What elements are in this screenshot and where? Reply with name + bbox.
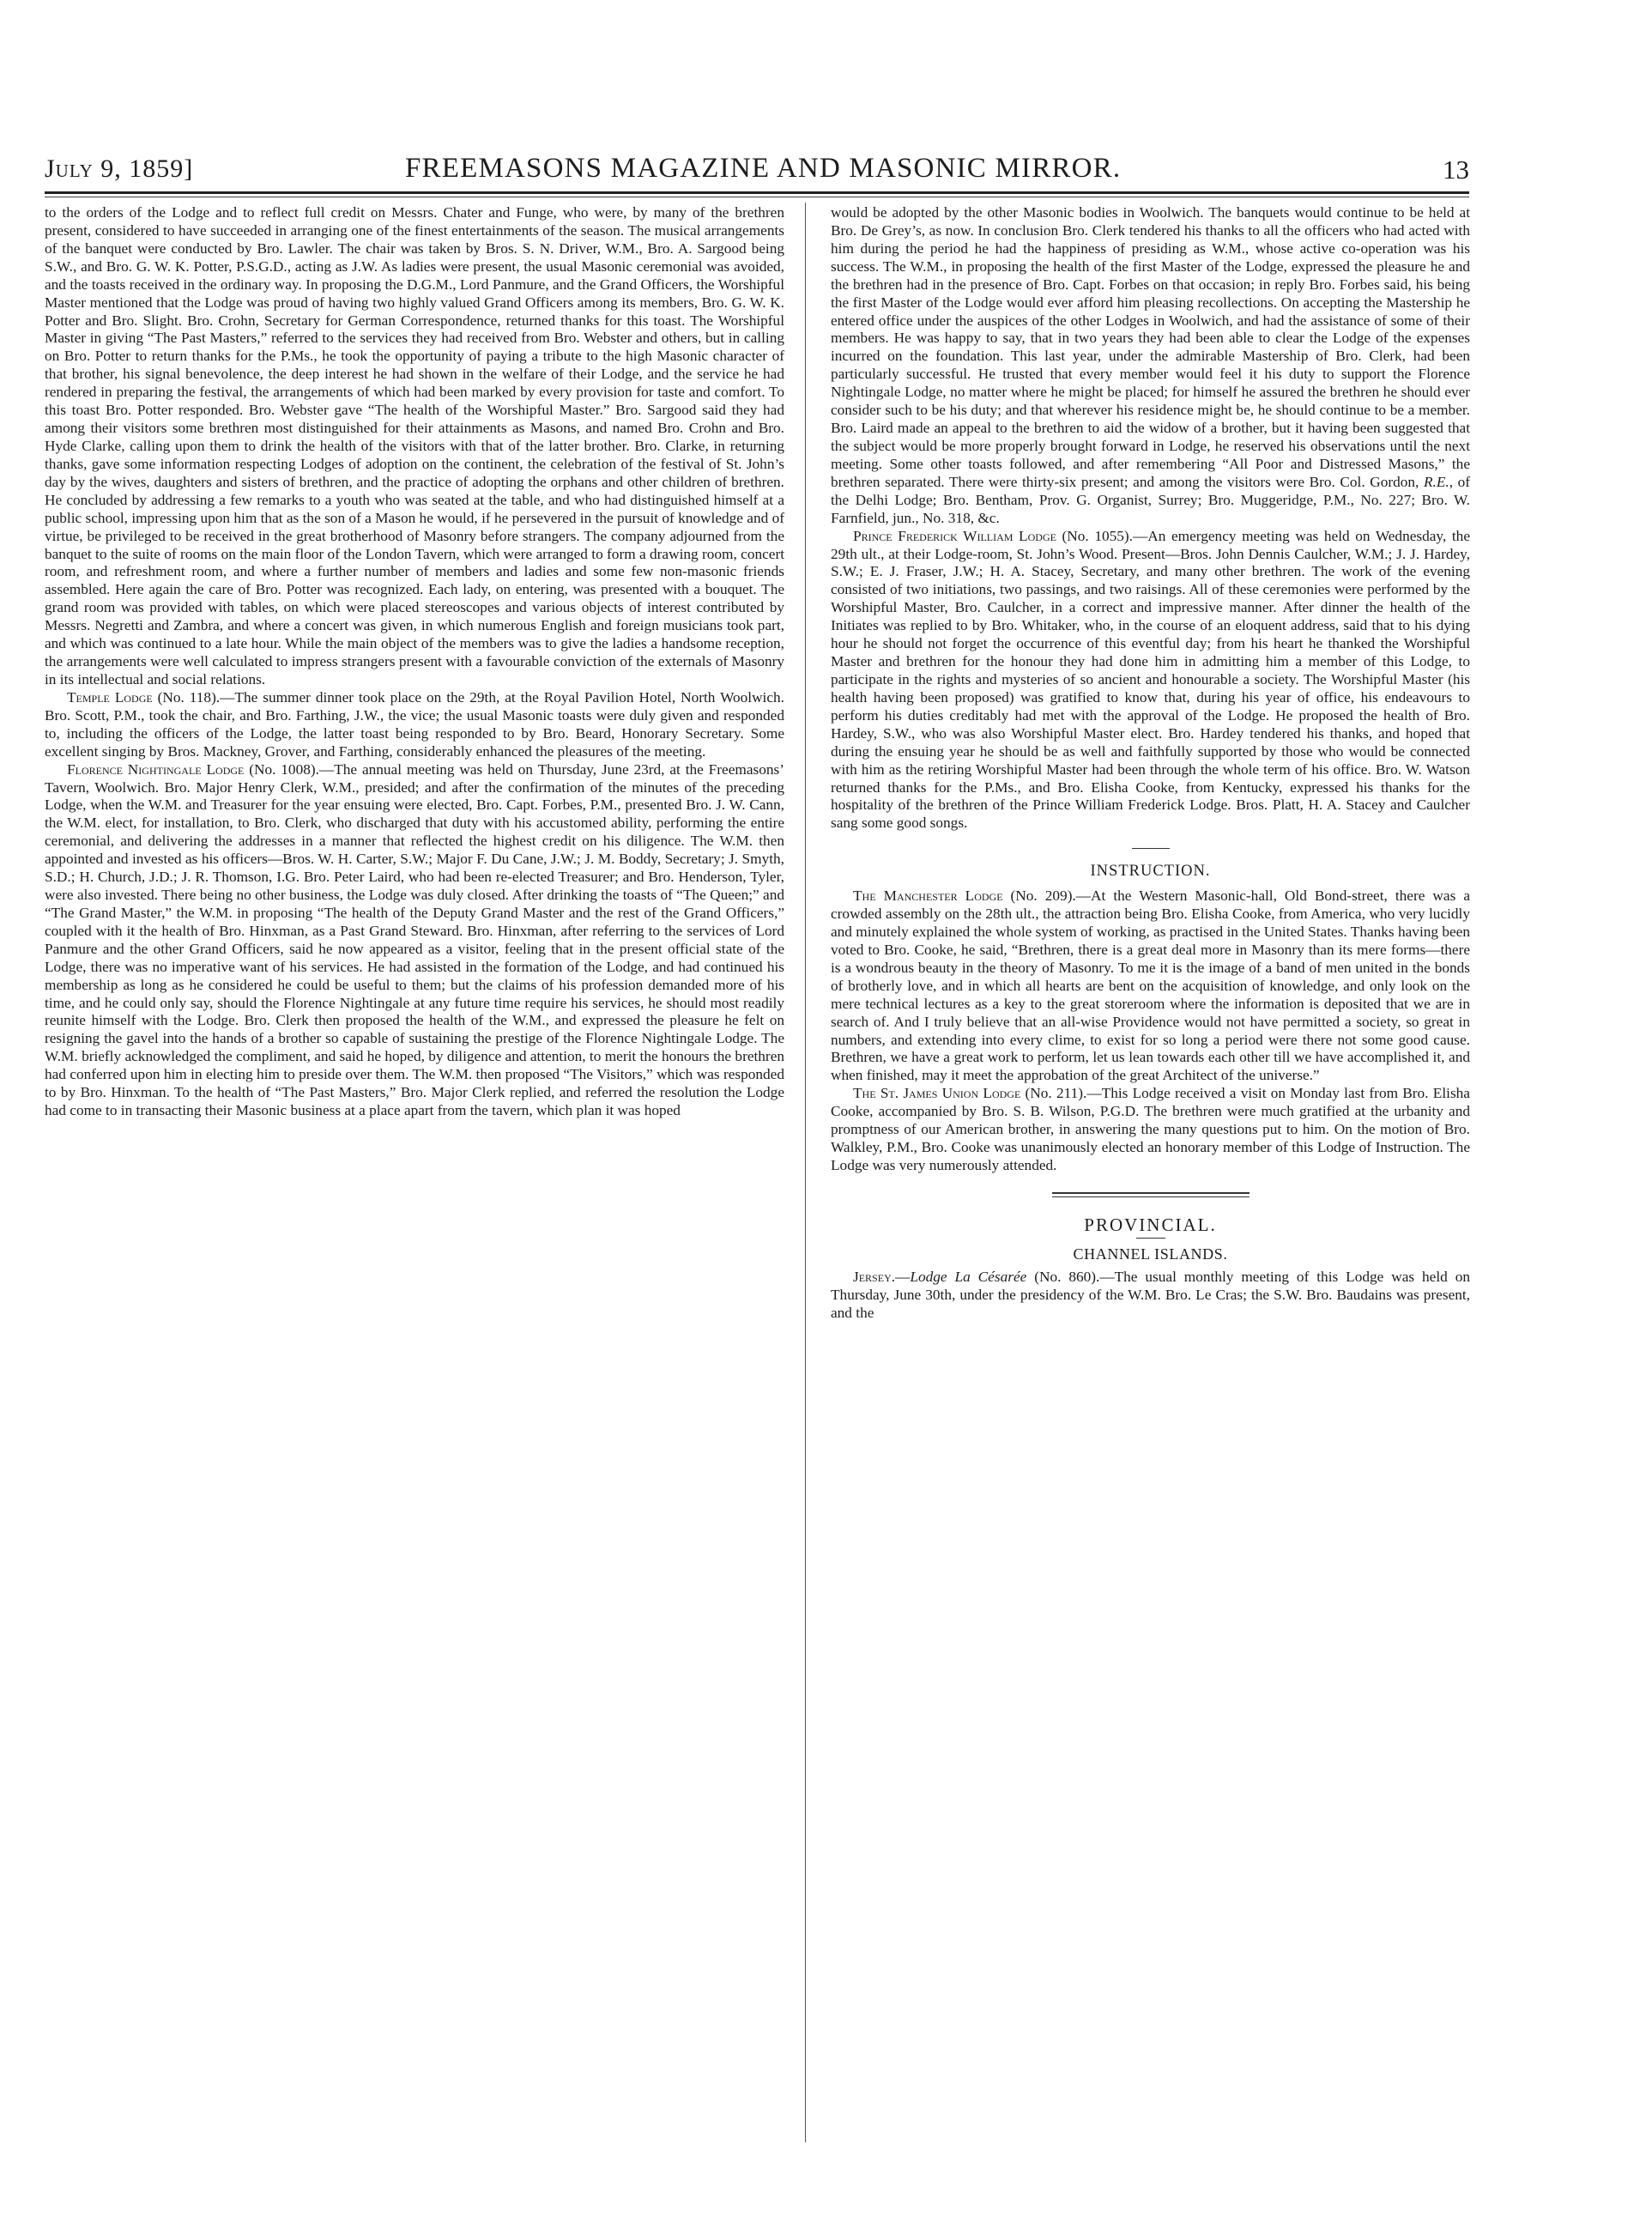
paragraph-woolwich-continued xyxy=(831,204,1470,528)
issue-date-month: July xyxy=(45,154,94,183)
paragraph-florence-nightingale-lodge xyxy=(45,761,784,1120)
subsection-separator xyxy=(1136,1238,1165,1239)
paragraph-jersey xyxy=(831,1269,1470,1323)
lodge-name-temple: Temple Lodge xyxy=(67,688,153,706)
section-heading-provincial: PROVINCIAL. xyxy=(1084,1214,1217,1235)
header-rule-thick xyxy=(45,191,1469,194)
paragraph-banquet-continued: to the orders of the Lodge and to reflect full credit on Messrs. Chater and Funge, who were, by many of the brethren present, considered to have succeeded in arranging one of the finest entertainments of the season. The musical arrangements of the banquet were conducted by Bro. Lawler. The chair was taken by Bros. S. N. Driver, W.M., Bro. A. Sargood being S.W., and Bro. G. W. K. Potter, P.S.G.D., acting as J.W. As ladies were present, the usual Masonic ceremonial was avoided, and the toasts received in the ordinary way. In proposing the D.G.M., Lord Panmure, and the Grand Officers, the Worshipful Master mentioned that the Lodge was proud of having two highly valued Grand Officers among its members, Bro. G. W. K. Potter and Bro. Slight. Bro. Crohn, Secretary for German Correspondence, returned thanks for this toast. The Worshipful Master in giving “The Past Masters,” referred to the services they had received from Bro. Webster and others, but in calling on Bro. Potter to return thanks for the P.Ms., he took the opportunity of paying a tribute to the high Masonic character of that brother, his signal benevolence, the deep interest he had shown in the welfare of their Lodge, and the service he had rendered in preparing the festival, the arrangements of which had been marked by every provision for taste and comfort. To this toast Bro. Potter responded. Bro. Webster gave “The health of the Worshipful Master.” Bro. Sargood said they had among their visitors some brethren most distinguished for their attainments as Masons, and named Bro. Crohn and Bro. Hyde Clarke, calling upon them to drink the health of the visitors with that of the latter brother. Bro. Clarke, in returning thanks, gave some information respecting Lodges of adoption on the continent, the celebration of the festival of St. John’s day by the wives, daughters and sisters of brethren, and the practice of adopting the orphans and other children of brethren. He concluded by addressing a few remarks to a youth who was seated at the table, and who had distinguished himself at a public school, impressing upon him that as the son of a Mason he would, if he persevered in the pursuit of knowledge and of virtue, be privileged to be received in the great brotherhood of Masonry before strangers. The company adjourned from the banquet to the suite of rooms on the main floor of the London Tavern, which were arranged to form a drawing room, concert room, and refreshment room, and where a further number of members and ladies and some few non-masonic friends assembled. Here again the care of Bro. Potter was recognized. Each lady, on entering, was presented with a bouquet. The grand room was provided with tables, on which were placed stereoscopes and various objects of interest contributed by Messrs. Negretti and Zambra, and where a concert was given, in which numerous English and foreign musicians took part, and which was continued to a late hour. While the main object of the members was to give the ladies a handsome reception, the arrangements were well calculated to impress strangers present with a favourable conviction of the externals of Masonry in its intellectual and social relations. xyxy=(45,204,784,688)
paragraph-jersey-text: (No. 860).—The usual monthly meeting of this Lodge was held on Thursday, June 30th, under the presidency of the W.M. Bro. Le Cras; the S.W. Bro. Baudains was present, and the xyxy=(831,1268,1470,1321)
paragraph-temple-lodge xyxy=(45,689,784,761)
issue-date-rest: 9, 1859 xyxy=(100,154,185,183)
paragraph-st-james-union-text: (No. 211).—This Lodge received a visit on Monday last from Bro. Elisha Cooke, accompanied by Bro. S. B. Wilson, P.G.D. The brethren were much gratified at the urbanity and promptness of our American brother, in answering the many questions put to him. On the motion of Bro. Walkley, P.M., Bro. Cooke was unanimously elected an honorary member of this Lodge of Instruction. The Lodge was very numerously attended. xyxy=(831,1085,1470,1174)
lodge-name-prince-frederick-william: Prince Frederick William Lodge xyxy=(853,527,1056,544)
lodge-name-florence-nightingale: Florence Nightingale Lodge xyxy=(67,760,245,778)
paragraph-temple-lodge-text: (No. 118).—The summer dinner took place on the 29th, at the Royal Pavilion Hotel, North Woolwich. Bro. Scott, P.M., took the chair, and Bro. Farthing, J.W., the vice; the usual Masonic toasts were duly given and responded to, including the officers of the Lodge, the latter toast being responded to by Bro. Beard, Honorary Secretary. Some excellent singing by Bros. Mackney, Grover, and Farthing, considerably enhanced the pleasures of the meeting. xyxy=(45,688,784,760)
rank-abbreviation: R.E. xyxy=(1423,473,1449,490)
paragraph-woolwich-text: would be adopted by the other Masonic bodies in Woolwich. The banquets would continue to be held at Bro. De Grey’s, as now. In conclusion Bro. Clerk tendered his thanks to all the officers who had acted with him during the period he had the happiness of presiding as W.M., whose active co-operation was his success. The W.M., in proposing the health of the first Master of the Lodge, expressed the pleasure he and the brethren had in the presence of Bro. Capt. Forbes on that occasion; in reply Bro. Forbes said, his being the first Master of the Lodge would ever afford him pleasing recollections. On accepting the Mastership he entered office under the auspices of the other Lodges in Woolwich, and had the assistance of some of their members. He was happy to say, that in two years they had been able to clear the Lodge of the expenses incurred on the foundation. This last year, under the admirable Mastership of Bro. Clerk, had been particularly successful. He trusted that every member would feel it his duty to support the Florence Nightingale Lodge, no matter where he might be placed; for himself he assured the brethren he should ever consider such to be his duty; and that wherever his residence might be, he should continue to be a member. Bro. Laird made an appeal to the brethren to aid the widow of a brother, but it having been suggested that the subject would be more properly brought forward in Lodge, he reserved his observations until the next meeting. Some other toasts followed, and after remembering “All Poor and Distressed Masons,” the brethren separated. There were thirty-six present; and among the visitors were Bro. Col. Gordon, xyxy=(831,204,1470,490)
paragraph-prince-frederick-william-text: (No. 1055).—An emergency meeting was held on Wednesday, the 29th ult., at their Lodge-room, St. John’s Wood. Present—Bros. John Dennis Caulcher, W.M.; J. J. Hardey, S.W.; E. J. Fraser, J.W.; H. A. Stacey, Secretary, and many other brethren. The work of the evening consisted of two initiations, two passings, and two raisings. All of these ceremonies were performed by the Worshipful Master, Bro. Caulcher, in a correct and impressive manner. After dinner the health of the Initiates was replied to by Bro. Whitaker, who, in the course of an eloquent address, said that to his dying hour he should not forget the occurrence of this eventful day; from his heart he thanked the Worshipful Master and brethren for the honour they had done him in admitting him a member of this Lodge, to participate in the rights and mysteries of so ancient and honourable a society. The Worshipful Master (his health having been proposed) was gratified to know that, during his year of office, his endeavours to perform his duties creditably had met with the approval of the Lodge. He proposed the health of Bro. Hardey, S.W., who was also Worshipful Master elect. Bro. Hardey tendered his thanks, and hoped that during the ensuing year he should be as well and faithfully supported by those who would be connected with him as the retiring Worshipful Master had been through the whole term of his office. Bro. W. Watson returned thanks for the P.Ms., and Bro. Elisha Cooke, from Kentucky, expressed his thanks for the hospitality of the brethren of the Prince William Frederick Lodge. Bros. Platt, H. A. Stacey and Caulcher sang some good songs. xyxy=(831,527,1470,832)
publication-title: FREEMASONS MAGAZINE AND MASONIC MIRROR. xyxy=(405,153,1122,184)
paragraph-manchester-text: (No. 209).—At the Western Masonic-hall, Old Bond-street, there was a crowded assembly on the 28th ult., the attraction being Bro. Elisha Cooke, from America, who very lucidly and minutely explained the whole system of working, as practised in the United States. Thanks having been voted to Bro. Cooke, he said, “Brethren, there is a great deal more in Masonry than its mere forms—there is a wondrous beauty in the theory of Masonry. To me it is the image of a band of men united in the bonds of brotherly love, and in which all hearts are bent on the acquisition of knowledge, and only look on the mere technical lectures as a key to the great storeroom where the information is deposited that we are in search of. And I truly believe that an all-wise Providence would not have permitted a society, so great in numbers, and extending into every clime, to exist for so long a period were there not some good cause. Brethren, we have a great work to perform, let us lean towards each other till we have accomplished it, and when finished, may it meet the approbation of the great Architect of the universe.” xyxy=(831,887,1470,1084)
column-divider xyxy=(805,203,806,2142)
left-column xyxy=(45,204,784,1120)
section-heading-instruction: INSTRUCTION. xyxy=(1090,863,1211,881)
section-double-rule xyxy=(1052,1192,1250,1197)
subsection-heading-channel-islands: CHANNEL ISLANDS. xyxy=(1073,1245,1228,1263)
paragraph-woolwich-end: , of the Delhi Lodge; Bro. Bentham, Prov. G. Organist, Surrey; Bro. Muggeridge, P.M., No. 227; Bro. W. Farnfield, jun., No. 318, &c. xyxy=(831,473,1470,526)
paragraph-st-james-union-lodge xyxy=(831,1085,1470,1175)
lodge-name-manchester: The Manchester Lodge xyxy=(853,887,1003,905)
place-name-jersey: Jersey.— xyxy=(853,1268,911,1285)
lodge-name-la-cesaree: Lodge La Césarée xyxy=(910,1268,1027,1285)
lodge-name-st-james-union: The St. James Union Lodge xyxy=(853,1085,1021,1102)
page-header xyxy=(45,153,1469,191)
paragraph-manchester-lodge xyxy=(831,887,1470,1085)
paragraph-florence-nightingale-text: (No. 1008).—The annual meeting was held on Thursday, June 23rd, at the Freemasons’ Tavern, Woolwich. Bro. Major Henry Clerk, W.M., presided; and after the confirmation of the minutes of the preceding Lodge, when the W.M. and Treasurer for the year ensuing were elected, Bro. Capt. Forbes, P.M., presented Bro. J. W. Cann, the W.M. elect, for installation, to Bro. Clerk, who discharged that duty with his accustomed ability, performing the entire ceremonial, and delivering the addresses in a manner that reflected the highest credit on his diligence. The W.M. then appointed and invested as his officers—Bros. W. H. Carter, S.W.; Major F. Du Cane, J.W.; J. M. Boddy, Secretary; J. Smyth, S.D.; H. Church, J.D.; J. R. Thomson, I.G. Bro. Peter Laird, who had been re-elected Treasurer; and Bro. Henderson, Tyler, were also invested. There being no other business, the Lodge was duly closed. After drinking the toasts of “The Queen;” and “The Grand Master,” the W.M. in proposing “The health of the Deputy Grand Master and the rest of the Grand Officers,” coupled with it the health of Bro. Hinxman, as a Past Grand Steward. Bro. Hinxman, after referring to the services of Lord Panmure and the other Grand Officers, said he now appeared as a visitor, feeling that in the present official state of the Lodge, there was no imperative want of his services. He had assisted in the formation of the Lodge, and had continued his membership as long as he considered he could be useful to them; but the claims of his profession demanded more of his time, and he could only say, should the Florence Nightingale at any future time require his services, he should most readily reunite himself with the Lodge. Bro. Clerk then proposed the health of the W.M., and expressed the pleasure he felt on resigning the gavel into the hands of a brother so capable of sustaining the prestige of the Florence Nightingale Lodge. The W.M. briefly acknowledged the compliment, and said he hoped, by diligence and attention, to merit the honours the brethren had conferred upon him in electing him to preside over them. The W.M. then proposed “The Visitors,” which was responded to by Bro. Hinxman. To the health of “The Past Masters,” Bro. Major Clerk replied, and referred the resolution the Lodge had come to in transacting their Masonic business at a place apart from the tavern, which plan it was hoped xyxy=(45,760,784,1119)
page-number: 13 xyxy=(1443,154,1469,185)
issue-date: July 9, 1859] xyxy=(45,154,194,183)
section-separator xyxy=(1132,848,1170,849)
right-column xyxy=(831,204,1470,1323)
paragraph-prince-frederick-william-lodge xyxy=(831,528,1470,833)
